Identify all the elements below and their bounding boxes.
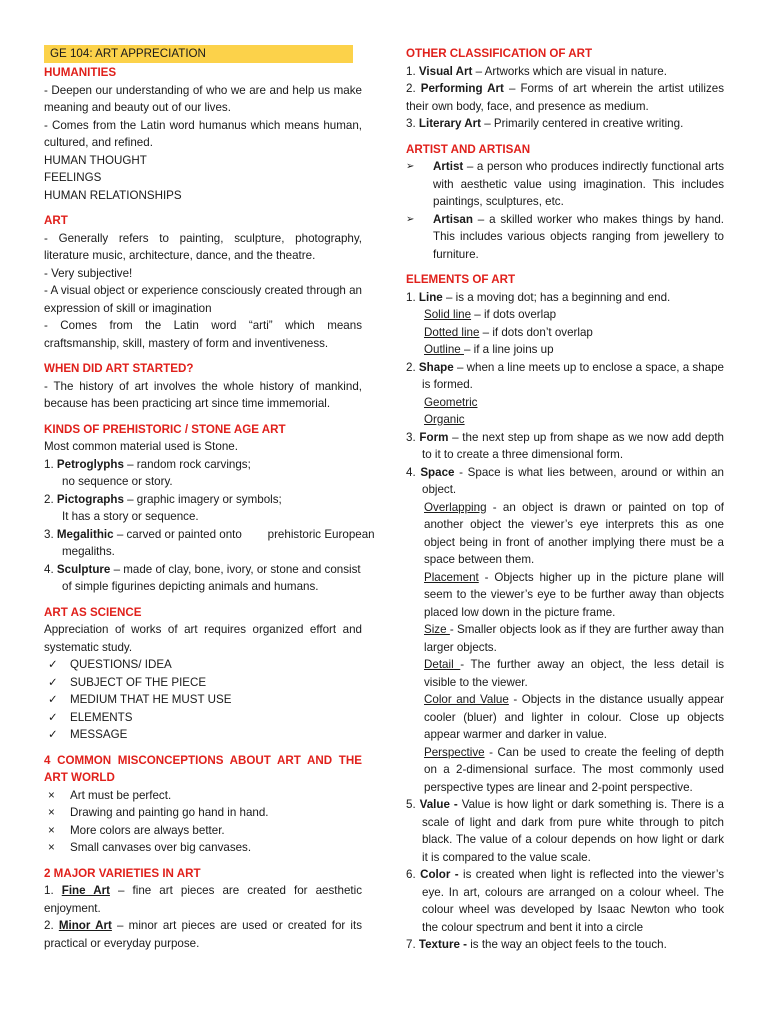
list-item bbox=[406, 936, 724, 954]
list-item-text: More colors are always better. bbox=[70, 823, 225, 837]
sub-item bbox=[406, 324, 724, 342]
definition: is the way an object feels to the touch. bbox=[467, 938, 667, 951]
definition: – Forms of art wherein the artist utilizes their own body, face, and presence as medium. bbox=[406, 82, 724, 113]
definition: - Space is what lies between, around or within an object. bbox=[422, 465, 724, 496]
arrow-icon: ➢ bbox=[406, 213, 415, 225]
arrow-list bbox=[406, 158, 724, 263]
section-heading: ELEMENTS OF ART bbox=[406, 273, 516, 286]
definition: – graphic imagery or symbols; bbox=[123, 492, 282, 506]
list-item bbox=[44, 804, 362, 822]
list-item bbox=[406, 866, 724, 936]
definition: - The further away an object, the less detail is visible to the viewer. bbox=[424, 658, 724, 689]
paragraph: Most common material used is Stone. bbox=[44, 440, 238, 453]
term: Petroglyphs bbox=[56, 457, 124, 471]
section-art-as-science bbox=[44, 604, 362, 744]
list-item bbox=[406, 429, 724, 464]
list-item-text: Drawing and painting go hand in hand. bbox=[70, 806, 269, 819]
term: Artisan bbox=[433, 212, 473, 226]
list-item bbox=[44, 787, 362, 805]
list-item-text: Small canvases over big canvases. bbox=[70, 841, 252, 854]
list-item-continuation: of simple figurines depicting animals and humans. bbox=[62, 580, 319, 593]
definition: – a person who produces indirectly functional arts with aesthetic value using imagination. This includes paintings, sculptures, etc. bbox=[433, 160, 724, 208]
sub-item bbox=[406, 306, 724, 324]
cross-icon: × bbox=[48, 823, 55, 837]
definition: – is a moving dot; has a beginning and end. bbox=[442, 290, 671, 304]
term: Fine Art bbox=[61, 884, 110, 897]
term: Performing Art bbox=[420, 82, 504, 95]
definition: – carved or painted onto prehistoric European bbox=[113, 527, 375, 541]
list-item bbox=[44, 917, 362, 952]
list-item bbox=[406, 115, 724, 133]
list-item bbox=[406, 359, 724, 394]
term: Visual Art bbox=[418, 64, 473, 78]
paragraph: - A visual object or experience consciously created through an expression of skill or imagination bbox=[44, 284, 362, 315]
sub-term: Size bbox=[424, 623, 450, 636]
list-item-text: Art must be perfect. bbox=[70, 788, 172, 802]
section-misconceptions bbox=[44, 752, 362, 857]
list-item: FEELINGS bbox=[44, 171, 102, 184]
section-heading: 4 COMMON MISCONCEPTIONS ABOUT ART AND THE ART WORLD bbox=[44, 753, 362, 784]
list-item-text: MESSAGE bbox=[70, 728, 128, 741]
check-icon: ✓ bbox=[48, 693, 58, 706]
sub-term: Placement bbox=[424, 570, 479, 584]
term: Texture - bbox=[418, 938, 467, 951]
list-item bbox=[406, 211, 724, 264]
term: Sculpture bbox=[56, 562, 111, 576]
item-number: 2. bbox=[406, 82, 421, 95]
definition: – made of clay, bone, ivory, or stone and consist bbox=[110, 562, 361, 576]
cross-icon: × bbox=[48, 788, 55, 802]
term: Shape bbox=[418, 360, 454, 374]
item-number: 3. bbox=[406, 430, 420, 444]
term: Minor Art bbox=[58, 919, 112, 932]
definition: – Artworks which are visual in nature. bbox=[472, 64, 667, 78]
definition: - Objects in the distance usually appear cooler (bluer) and lighter in colour. Close up objects appear warmer and darker in value. bbox=[424, 693, 724, 741]
sub-term: Solid line bbox=[424, 308, 472, 321]
item-number: 1. bbox=[44, 884, 62, 897]
definition: – the next step up from shape as we now add depth to it to create a three dimensional form. bbox=[422, 430, 724, 461]
section-art-started bbox=[44, 360, 362, 413]
definition: – when a line meets up to enclose a space, a shape is formed. bbox=[422, 360, 725, 391]
list-item-text: ELEMENTS bbox=[70, 710, 133, 724]
course-title: GE 104: ART APPRECIATION bbox=[44, 45, 353, 63]
section-heading: KINDS OF PREHISTORIC / STONE AGE ART bbox=[44, 422, 286, 436]
section-humanities bbox=[44, 64, 362, 204]
definition: - Smaller objects look as if they are further away than larger objects. bbox=[424, 623, 724, 654]
definition: – Primarily centered in creative writing. bbox=[480, 117, 684, 130]
item-number: 4. bbox=[44, 562, 57, 576]
sub-term: Outline bbox=[424, 343, 464, 356]
check-icon: ✓ bbox=[48, 710, 58, 724]
item-number: 1. bbox=[406, 64, 419, 78]
section-prehistoric-art bbox=[44, 421, 375, 596]
section-heading: HUMANITIES bbox=[44, 66, 117, 79]
term: Space bbox=[420, 465, 455, 479]
definition: - an object is drawn or painted on top of another object the viewer’s eye interprets this as one object being in front of another implying there must be a space between them. bbox=[424, 500, 724, 566]
term: Line bbox=[418, 290, 443, 304]
list-item bbox=[44, 709, 362, 727]
section-heading: 2 MAJOR VARIETIES IN ART bbox=[44, 866, 201, 880]
paragraph: - Comes from the Latin word “arti” which means craftsmanship, skill, mastery of form and inventiveness. bbox=[44, 319, 362, 350]
item-number: 3. bbox=[406, 117, 419, 130]
sub-item bbox=[406, 691, 724, 744]
list-item bbox=[406, 796, 724, 866]
checklist bbox=[44, 656, 362, 744]
term: Artist bbox=[433, 160, 464, 173]
list-item-continuation: no sequence or story. bbox=[62, 475, 173, 488]
sub-item: Organic bbox=[424, 413, 465, 426]
list-item-text: MEDIUM THAT HE MUST USE bbox=[70, 693, 232, 706]
sub-item bbox=[406, 621, 724, 656]
definition: – if dots don’t overlap bbox=[479, 325, 593, 339]
section-elements-of-art bbox=[406, 271, 724, 954]
list-item bbox=[44, 726, 362, 744]
definition: – if a line joins up bbox=[463, 343, 554, 356]
list-item bbox=[44, 456, 362, 474]
list-item bbox=[44, 839, 362, 857]
term: Form bbox=[419, 430, 449, 444]
definition: – if dots overlap bbox=[471, 308, 557, 321]
section-heading: WHEN DID ART STARTED? bbox=[44, 362, 194, 375]
sub-term: Dotted line bbox=[424, 325, 480, 339]
sub-term: Color and Value bbox=[424, 693, 509, 706]
list-item bbox=[44, 526, 375, 544]
sub-term: Perspective bbox=[424, 745, 485, 759]
list-item bbox=[406, 289, 724, 307]
left-column bbox=[44, 45, 375, 960]
list-item-text: QUESTIONS/ IDEA bbox=[70, 658, 172, 671]
definition: - Objects higher up in the picture plane will seem to the viewer’s eye to be further away than objects placed low down in the picture frame. bbox=[424, 570, 724, 619]
sub-item bbox=[406, 656, 724, 691]
cross-icon: × bbox=[48, 841, 55, 854]
sub-item bbox=[406, 569, 724, 622]
list-item bbox=[44, 691, 362, 709]
section-heading: ARTIST AND ARTISAN bbox=[406, 142, 531, 156]
list-item-continuation: It has a story or sequence. bbox=[62, 510, 199, 523]
sub-item bbox=[406, 744, 724, 797]
item-number: 1. bbox=[44, 457, 57, 471]
paragraph: - Very subjective! bbox=[44, 266, 133, 280]
section-heading: OTHER CLASSIFICATION OF ART bbox=[406, 47, 593, 60]
sub-item: Geometric bbox=[424, 395, 478, 409]
paragraph: - Deepen our understanding of who we are and help us make meaning and beauty out of our lives. bbox=[44, 83, 362, 114]
term: Value - bbox=[419, 798, 458, 811]
definition: – a skilled worker who makes things by hand. This includes various objects ranging from jewellery to furniture. bbox=[433, 212, 724, 261]
check-icon: ✓ bbox=[48, 675, 58, 689]
cross-icon: × bbox=[48, 806, 55, 819]
list-item-continuation: megaliths. bbox=[62, 545, 115, 558]
list-item-text: SUBJECT OF THE PIECE bbox=[70, 675, 207, 689]
list-item bbox=[406, 80, 724, 115]
list-item bbox=[44, 561, 362, 579]
definition: Value is how light or dark something is. There is a scale of light and dark from pure white through to pitch black. The value of a colour depends on how light or dark it is compared to the value scale. bbox=[422, 798, 724, 864]
item-number: 6. bbox=[406, 868, 421, 881]
item-number: 7. bbox=[406, 938, 419, 951]
check-icon: ✓ bbox=[48, 728, 58, 741]
list-item bbox=[406, 63, 724, 81]
term: Pictographs bbox=[56, 492, 124, 506]
list-item bbox=[44, 822, 362, 840]
definition: – fine art pieces are created for aesthetic enjoyment. bbox=[44, 884, 362, 915]
list-item bbox=[44, 656, 362, 674]
section-art bbox=[44, 212, 362, 352]
list-item: HUMAN THOUGHT bbox=[44, 153, 147, 167]
paragraph: - The history of art involves the whole history of mankind, because has been practicing art since time immemorial. bbox=[44, 379, 362, 410]
item-number: 4. bbox=[406, 465, 421, 479]
list-item bbox=[44, 882, 362, 917]
paragraph: - Generally refers to painting, sculpture, photography, literature music, architecture, dance, and the theatre. bbox=[44, 231, 362, 262]
definition: – minor art pieces are used or created for its practical or everyday purpose. bbox=[44, 919, 363, 950]
section-other-classification bbox=[406, 45, 724, 133]
check-icon: ✓ bbox=[48, 658, 58, 671]
term: Megalithic bbox=[56, 527, 114, 541]
section-artist-artisan bbox=[406, 141, 724, 264]
definition: is created when light is reflected into the viewer’s eye. In art, colours are arranged on a colour wheel. The colour wheel was developed by Isaac Newton who took the colour spectrum and bent it into a circle bbox=[422, 868, 725, 934]
list-item bbox=[406, 464, 724, 499]
item-number: 1. bbox=[406, 290, 419, 304]
section-varieties bbox=[44, 865, 362, 953]
definition: - Can be used to create the feeling of depth on a 2-dimensional surface. The most commonly used perspective types are linear and 2-point perspective. bbox=[424, 745, 724, 794]
list-item: HUMAN RELATIONSHIPS bbox=[44, 188, 182, 202]
item-number: 2. bbox=[406, 360, 419, 374]
paragraph: Appreciation of works of art requires organized effort and systematic study. bbox=[44, 623, 362, 654]
arrow-icon: ➢ bbox=[406, 161, 415, 172]
section-heading: ART bbox=[44, 214, 68, 227]
item-number: 2. bbox=[44, 919, 59, 932]
item-number: 3. bbox=[44, 527, 57, 541]
term: Color - bbox=[420, 868, 459, 881]
definition: – random rock carvings; bbox=[123, 457, 251, 471]
term: Literary Art bbox=[418, 117, 481, 130]
list-item bbox=[406, 158, 724, 211]
section-heading: ART AS SCIENCE bbox=[44, 605, 142, 619]
paragraph: - Comes from the Latin word humanus which means human, cultured, and refined. bbox=[44, 118, 362, 149]
sub-term: Detail bbox=[424, 658, 461, 671]
list-item bbox=[44, 674, 362, 692]
right-column bbox=[406, 45, 724, 962]
item-number: 2. bbox=[44, 492, 57, 506]
sub-term: Overlapping bbox=[424, 500, 487, 514]
list-item bbox=[44, 491, 362, 509]
item-number: 5. bbox=[406, 798, 420, 811]
cross-list bbox=[44, 787, 362, 857]
sub-item bbox=[406, 341, 724, 359]
sub-item bbox=[406, 499, 724, 569]
